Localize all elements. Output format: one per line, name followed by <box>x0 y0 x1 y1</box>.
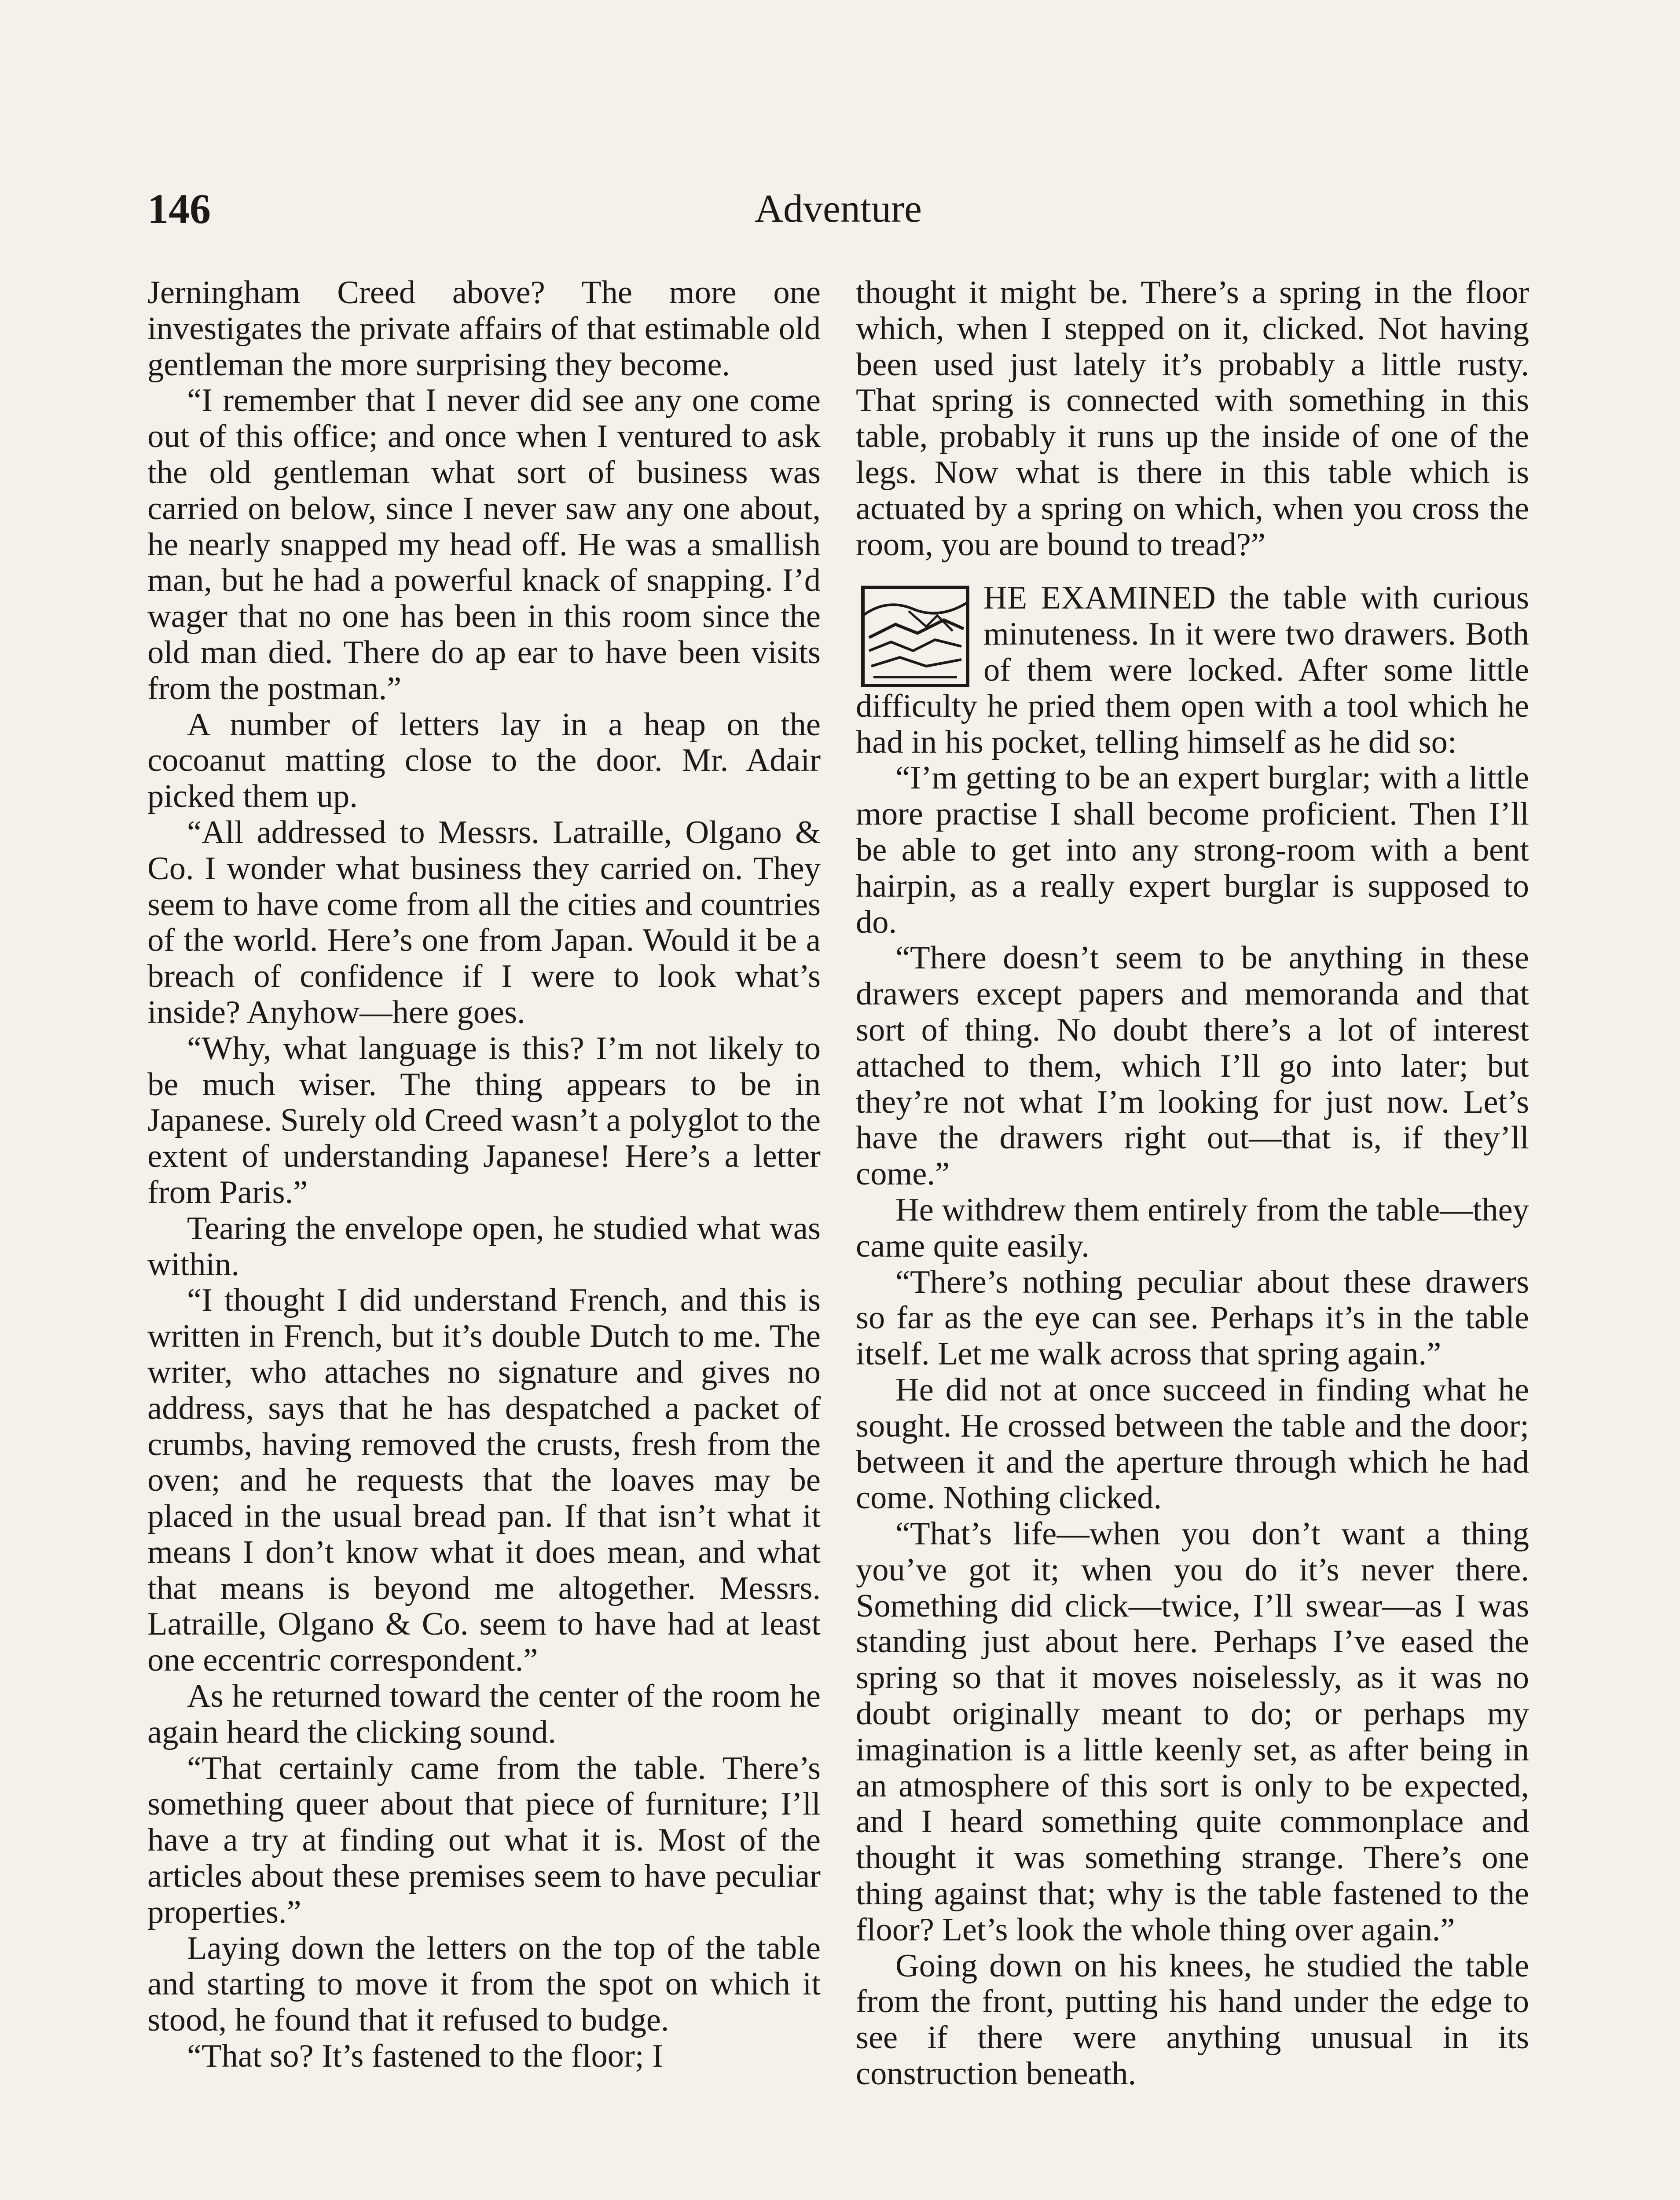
paragraph: “Why, what language is this? I’m not likely to be much wiser. The thing appears to be in Japanese. Surely old Creed wasn’t a polyglot to the extent of understanding Japanese! Here’s a letter from Paris.” <box>147 1030 821 1210</box>
paragraph: Laying down the letters on the top of the table and starting to move it from the spot on which it stood, he found that it refused to budge. <box>147 1930 821 2039</box>
paragraph: “There’s nothing peculiar about these drawers so far as the eye can see. Perhaps it’s in the table itself. Let me walk across that spring again.” <box>856 1264 1529 1372</box>
paragraph: “I remember that I never did see any one come out of this office; and once when I ventured to ask the old gentleman what sort of business was carried on below, since I never saw any one about, he nearly snapped my head off. He was a smallish man, but he had a powerful knack of snapping. I’d wager that no one has been in this room since the old man died. There do ap ear to have been visits from the postman.” <box>147 382 821 707</box>
running-title: Adventure <box>755 187 922 231</box>
paragraph: He withdrew them entirely from the table—they came quite easily. <box>856 1192 1529 1264</box>
paragraph: “All addressed to Messrs. Latraille, Olgano & Co. I wonder what business they carried on. They seem to have come from all the cities and countries of the world. Here’s one from Japan. Would it be a breach of confidence if I were to look what’s inside? Anyhow—here goes. <box>147 814 821 1030</box>
paragraph: Tearing the envelope open, he studied what was within. <box>147 1210 821 1283</box>
paragraph: A number of letters lay in a heap on the cocoanut matting close to the door. Mr. Adair picked them up. <box>147 706 821 815</box>
paragraph: “I’m getting to be an expert burglar; with a little more practise I shall become proficient. Then I’ll be able to get into any strong-room with a bent hairpin, as a really expert burglar is supposed to do. <box>856 760 1529 940</box>
left-column <box>147 275 821 2075</box>
paragraph: “That’s life—when you don’t want a thing you’ve got it; when you do it’s never there. Something did click—twice, I’ll swear—as I was standing just about here. Perhaps I’ve eased the spring so that it moves noiselessly, as it was no doubt originally meant to do; or perhaps my imagination is a little keenly set, as after being in an atmosphere of this sort is only to be expected, and I heard something quite commonplace and thought it was something strange. There’s one thing against that; why is the table fastened to the floor? Let’s look the whole thing over again.” <box>856 1516 1529 1948</box>
section-break <box>856 580 1529 760</box>
paragraph: thought it might be. There’s a spring in the floor which, when I stepped on it, clicked. Not having been used just lately it’s probably a little rusty. That spring is connected with something in this table, probably it runs up the inside of one of the legs. Now what is there in this table which is actuated by a spring on which, when you cross the room, you are bound to tread?” <box>856 275 1529 563</box>
paragraph: “I thought I did understand French, and this is written in French, but it’s double Dutch to me. The writer, who attaches no signature and gives no address, says that he has despatched a packet of crumbs, having removed the crusts, fresh from the oven; and he requests that the loaves may be placed in the usual bread pan. If that isn’t what it means I don’t know what it does mean, and what that means is beyond me altogether. Messrs. Latraille, Olgano & Co. seem to have had at least one eccentric correspondent.” <box>147 1282 821 1679</box>
illustrated-drop-cap-icon <box>860 585 970 688</box>
paragraph: “There doesn’t seem to be anything in these drawers except papers and memoranda and that sort of thing. No doubt there’s a lot of interest attached to them, which I’ll go into later; but they’re not what I’m looking for just now. Let’s have the drawers right out—that is, if they’ll come.” <box>856 940 1529 1192</box>
paragraph: Going down on his knees, he studied the table from the front, putting his hand under the edge to see if there were anything unusual in its construction beneath. <box>856 1947 1529 2092</box>
page-number: 146 <box>147 185 211 232</box>
paragraph: He did not at once succeed in finding what he sought. He crossed between the table and the door; between it and the aperture through which he had come. Nothing clicked. <box>856 1371 1529 1516</box>
paragraph: “That so? It’s fastened to the floor; I <box>187 2038 663 2075</box>
paragraph: “That certainly came from the table. There’s something queer about that piece of furniture; I’ll have a try at finding out what it is. Most of the articles about these premises seem to have peculiar properties.” <box>147 1750 821 1930</box>
right-column <box>856 275 1529 2092</box>
paragraph: As he returned toward the center of the room he again heard the clicking sound. <box>147 1678 821 1750</box>
page-header <box>147 178 1529 240</box>
paragraph: Jerningham Creed above? The more one investigates the private affairs of that estimable old gentleman the more surprising they become. <box>147 275 821 383</box>
paragraph: HE EXAMINED the table with curious minuteness. In it were two drawers. Both of them were locked. After some little difficulty he pried them open with a tool which he had in his pocket, telling himself as he did so: <box>856 580 1529 760</box>
